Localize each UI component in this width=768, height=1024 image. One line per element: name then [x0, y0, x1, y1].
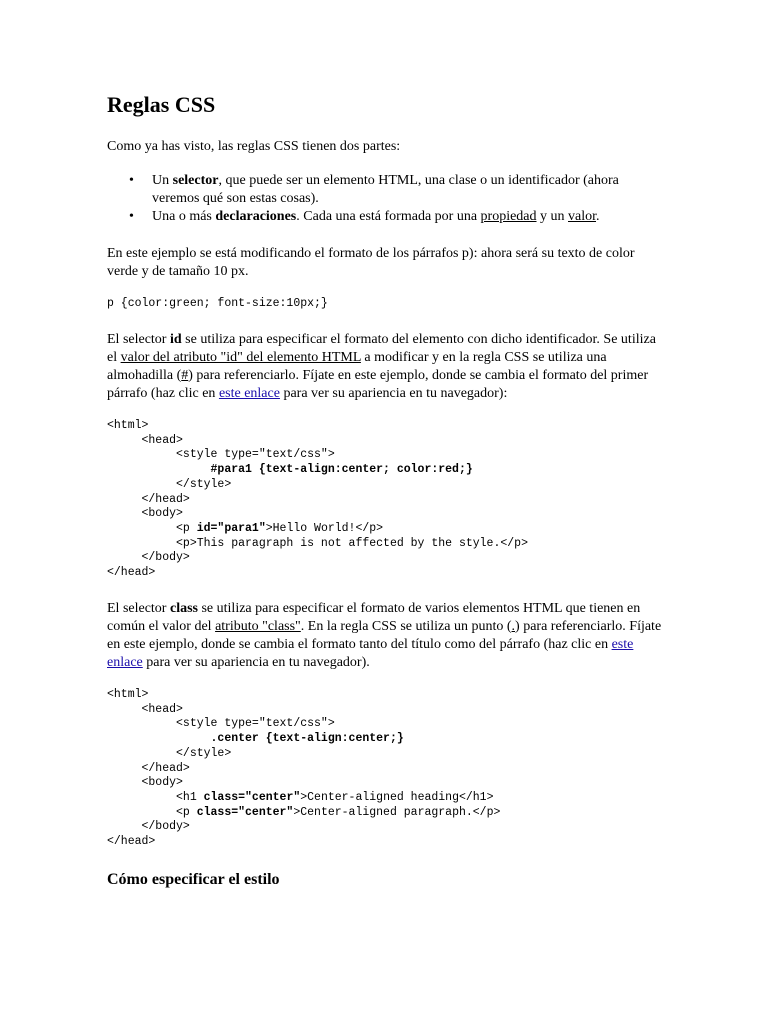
page-title: Reglas CSS	[107, 92, 216, 117]
class-term: class	[169, 601, 198, 616]
intro-paragraph: Como ya has visto, las reglas CSS tienen dos partes:	[107, 139, 401, 154]
value-term: valor	[568, 209, 597, 224]
id-selector-paragraph: El selector id se utiliza para especificar el formato del elemento con dicho identificador. Se utiliza el valor del atributo "id" del elemento HTML a modificar y en la regla CSS se utiliza una almohadilla (#) para referenciarlo. Fíjate en este ejemplo, donde se cambia el formato del primer párrafo (haz clic en este enlace para ver su apariencia en tu navegador):	[107, 332, 656, 401]
bullet-icon: •	[129, 209, 134, 224]
list-item: • Un selector, que puede ser un elemento HTML, una clase o un identificador (ahora veremos qué son estas cosas).	[129, 173, 619, 206]
declarations-term: declaraciones	[215, 209, 297, 224]
class-example-link[interactable]: este enlace	[107, 637, 634, 670]
code-block-p: p {color:green; font-size:10px;}	[107, 297, 328, 310]
example-paragraph: En este ejemplo se está modificando el formato de los párrafos p): ahora será su texto de color verde y de tamaño 10 px.	[107, 246, 635, 279]
id-term: id	[169, 332, 182, 347]
rule-parts-list	[107, 172, 667, 226]
dot-symbol: .	[511, 619, 516, 634]
id-attribute-term: valor del atributo "id" del elemento HTML	[120, 350, 361, 365]
code-block-class: <html> <head> <style type="text/css"> .center {text-align:center;} </style> </head> <body> <h1 class="center">Center-aligned heading</h1> <p class="center">Center-aligned paragraph.</p> </body> </head>	[107, 688, 501, 849]
list-item: • Una o más declaraciones. Cada una está formada por una propiedad y un valor.	[129, 209, 600, 224]
hash-symbol: #	[181, 368, 189, 383]
property-term: propiedad	[480, 209, 537, 224]
id-example-link[interactable]: este enlace	[218, 386, 280, 401]
code-block-id: <html> <head> <style type="text/css"> #para1 {text-align:center; color:red;} </style> </head> <body> <p id="para1">Hello World!</p> <p>This paragraph is not affected by the style.</p> </body> </head>	[107, 419, 528, 580]
selector-term: selector	[172, 173, 219, 188]
class-attribute-term: atributo "class"	[215, 619, 301, 634]
class-selector-paragraph: El selector class se utiliza para especificar el formato de varios elementos HTML que tienen en común el valor del atributo "class". En la regla CSS se utiliza un punto (.) para referenciarlo. Fíjate en este ejemplo, donde se cambia el formato tanto del título como del párrafo (haz clic en este enlace para ver su apariencia en tu navegador).	[107, 601, 662, 670]
section-heading: Cómo especificar el estilo	[107, 871, 280, 888]
bullet-icon: •	[129, 173, 134, 188]
